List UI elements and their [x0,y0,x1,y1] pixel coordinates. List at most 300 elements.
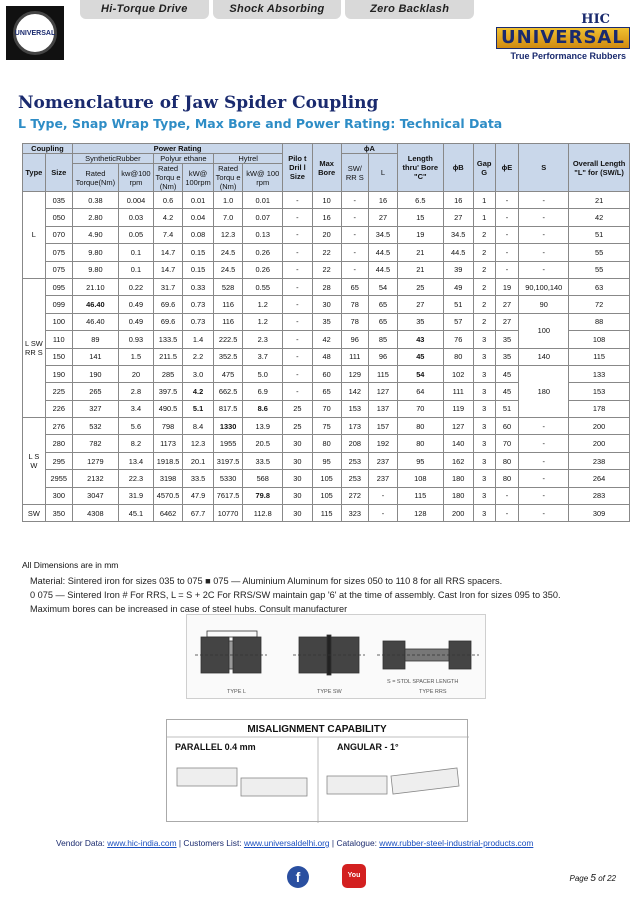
header-size: Size [45,154,72,192]
s-cell: - [519,487,569,504]
page-number [569,873,616,884]
header-sw-rrs: SW/ RR S [341,154,368,192]
table-cell: 0.73 [183,313,214,330]
s-cell: - [519,418,569,435]
table-cell: 2132 [72,470,118,487]
table-cell: - [495,505,519,522]
table-cell: 78 [341,296,368,313]
table-cell: - [341,226,368,243]
table-cell: 798 [153,418,182,435]
header-rated-torque: Rated Torque(Nm) [72,164,118,192]
type-cell: L S W [23,418,46,505]
table-cell: 31.7 [153,278,182,295]
table-cell: 108 [398,470,443,487]
table-cell: 1.0 [213,192,242,209]
table-cell: - [283,383,312,400]
table-cell: 192 [368,435,397,452]
table-cell: 65 [312,383,341,400]
header-power-rating: Power Rating [72,144,282,154]
table-cell: 10770 [213,505,242,522]
table-cell: 0.15 [183,244,214,261]
overall-length-cell: 88 [569,313,630,330]
table-cell: 528 [213,278,242,295]
table-cell: 14.7 [153,261,182,278]
table-cell: 253 [341,470,368,487]
table-cell: 0.73 [183,296,214,313]
overall-length-cell: 55 [569,261,630,278]
table-cell: 0.08 [183,226,214,243]
table-cell: 225 [45,383,72,400]
table-cell: - [495,261,519,278]
table-cell: - [283,209,312,226]
table-cell: 0.03 [118,209,153,226]
overall-length-cell: 153 [569,383,630,400]
table-cell: 67.7 [183,505,214,522]
table-cell: 30 [283,505,312,522]
table-cell: - [368,505,397,522]
table-row [23,209,630,226]
customers-label: Customers List: [183,838,242,848]
table-cell: 3 [473,487,495,504]
header-overall-length: Overall Length "L" for (SW/L) [569,144,630,192]
table-row [23,452,630,469]
s-cell: - [519,505,569,522]
material-note-2: 0 075 — Sintered Iron # For RRS, L = S + 2C For RRS/SW maintain gap '6' at the time of assembly. Cast Iron for sizes 095 to 350. [30,590,561,600]
table-cell: 42 [312,331,341,348]
table-cell: 54 [398,365,443,382]
table-cell: 57 [443,313,473,330]
table-cell: 24.5 [213,261,242,278]
overall-length-cell: 115 [569,348,630,365]
table-cell: 050 [45,209,72,226]
label-type-rrs: TYPE RRS [419,689,447,695]
table-cell: 0.04 [183,209,214,226]
table-cell: - [283,313,312,330]
table-cell: 3 [473,452,495,469]
table-cell: 1.2 [243,313,283,330]
overall-length-cell: 200 [569,418,630,435]
table-cell: 4570.5 [153,487,182,504]
table-cell: 3197.5 [213,452,242,469]
s-cell: - [519,261,569,278]
table-cell: 27 [495,313,519,330]
table-cell: 30 [283,435,312,452]
table-cell: 60 [312,365,341,382]
table-cell: 5330 [213,470,242,487]
table-cell: 3 [473,348,495,365]
brand-logo [496,12,626,61]
table-cell: - [341,261,368,278]
overall-length-cell: 42 [569,209,630,226]
table-cell: 272 [341,487,368,504]
table-cell: 150 [45,348,72,365]
brand-universal: UNIVERSAL [496,27,630,49]
table-cell: 237 [368,452,397,469]
table-row [23,192,630,209]
table-cell: 200 [443,505,473,522]
table-cell: 27 [398,296,443,313]
logo-ring: UNIVERSAL [13,11,57,55]
table-cell: 253 [341,452,368,469]
table-cell: 76 [443,331,473,348]
table-cell: 276 [45,418,72,435]
table-cell: 3 [473,331,495,348]
table-cell: 30 [283,470,312,487]
table-cell: 0.6 [153,192,182,209]
s-cell: 180 [519,365,569,417]
table-cell: 295 [45,452,72,469]
vendor-link[interactable]: www.hic-india.com [107,838,177,848]
tag-shock-absorbing: Shock Absorbing [213,0,342,19]
table-cell: 0.38 [72,192,118,209]
header-max-bore: Max Bore [312,144,341,192]
table-cell: 1.5 [118,348,153,365]
table-cell: 43 [398,331,443,348]
table-cell: 0.93 [118,331,153,348]
table-cell: 3047 [72,487,118,504]
table-cell: 153 [341,400,368,417]
misalignment-title: MISALIGNMENT CAPABILITY [247,724,387,735]
table-cell: 96 [368,348,397,365]
table-cell: 79.8 [243,487,283,504]
table-cell: 0.26 [243,261,283,278]
overall-length-cell: 133 [569,365,630,382]
table-cell: 44.5 [368,244,397,261]
spec-table [22,143,630,522]
misalignment-panel [166,719,468,822]
table-cell: 115 [312,505,341,522]
table-cell: 96 [341,331,368,348]
s-cell: - [519,244,569,261]
table-cell: 6.5 [398,192,443,209]
page-current: 5 [590,873,596,884]
table-cell: 662.5 [213,383,242,400]
table-cell: 2 [473,261,495,278]
page-subtitle: L Type, Snap Wrap Type, Max Bore and Power Rating: Technical Data [18,116,503,131]
table-cell: 2.80 [72,209,118,226]
facebook-icon[interactable]: f [287,866,309,888]
table-cell: - [283,278,312,295]
overall-length-cell: 21 [569,192,630,209]
table-cell: 2 [473,278,495,295]
table-row [23,313,630,330]
table-row [23,244,630,261]
table-row [23,261,630,278]
overall-length-cell: 178 [569,400,630,417]
youtube-icon[interactable]: You Tube [342,864,366,888]
misalignment-svg [167,720,469,823]
table-cell: 35 [398,313,443,330]
table-row [23,365,630,382]
table-cell: 2955 [45,470,72,487]
parallel-shafts-drawing [177,768,307,796]
footer-links: Vendor Data: www.hic-india.com | Customers List: www.universaldelhi.org | Catalogue: www.rubber-steel-industrial-products.com [56,838,534,848]
universal-seal-logo [6,6,64,60]
table-cell: 30 [283,452,312,469]
table-cell: 4.90 [72,226,118,243]
table-cell: 568 [243,470,283,487]
table-cell: 265 [72,383,118,400]
table-cell: 141 [72,348,118,365]
table-cell: 24.5 [213,244,242,261]
table-cell: - [283,365,312,382]
table-cell: - [341,192,368,209]
table-cell: 142 [341,383,368,400]
table-cell: 54 [368,278,397,295]
table-row [23,418,630,435]
table-cell: 34.5 [443,226,473,243]
table-cell: 2 [473,244,495,261]
overall-length-cell: 200 [569,435,630,452]
table-cell: 21.10 [72,278,118,295]
table-cell: 5.0 [243,365,283,382]
table-cell: 45 [398,348,443,365]
page-total: of 22 [598,874,616,883]
header-rated-torque-hytrel: Rated Torqu e (Nm) [213,164,242,192]
label-type-sw: TYPE SW [317,689,342,695]
coupling-type-drawings [186,614,486,699]
table-cell: 3 [473,400,495,417]
table-cell: 3 [473,470,495,487]
table-cell: - [341,244,368,261]
table-cell: 8.6 [243,400,283,417]
table-cell: 16 [312,209,341,226]
table-cell: 30 [283,487,312,504]
table-cell: 12.3 [213,226,242,243]
table-cell: 95 [312,452,341,469]
table-cell: 280 [45,435,72,452]
table-cell: 49 [443,278,473,295]
table-cell: 48 [312,348,341,365]
table-cell: 6462 [153,505,182,522]
table-cell: 69.6 [153,313,182,330]
overall-length-cell: 264 [569,470,630,487]
header-coupling: Coupling [23,144,73,154]
table-cell: 19 [398,226,443,243]
header-gap: Gap G [473,144,495,192]
dimensions-note: All Dimensions are in mm [22,560,119,570]
table-cell: - [495,244,519,261]
table-cell: 13.9 [243,418,283,435]
header-polyurethane: Polyur ethane [153,154,213,164]
overall-length-cell: 51 [569,226,630,243]
type-l-drawing [195,631,267,673]
table-cell: 1918.5 [153,452,182,469]
table-cell: 51 [443,296,473,313]
table-cell: 70 [495,435,519,452]
table-cell: 352.5 [213,348,242,365]
table-cell: 34.5 [368,226,397,243]
table-cell: 115 [368,365,397,382]
table-cell: 8.2 [118,435,153,452]
table-cell: 44.5 [368,261,397,278]
table-cell: 157 [368,418,397,435]
header-length-thru-bore: Length thru' Bore "C" [398,144,443,192]
table-cell: 397.5 [153,383,182,400]
label-spacer-note: S = STDL SPACER LENGTH [387,679,459,685]
header-rated-torque-pu: Rated Torqu e (Nm) [153,164,182,192]
table-cell: 14.7 [153,244,182,261]
table-cell: 190 [72,365,118,382]
table-cell: 70 [398,400,443,417]
table-cell: 31.9 [118,487,153,504]
table-cell: 20 [312,226,341,243]
table-cell: 27 [495,296,519,313]
table-cell: 9.80 [72,261,118,278]
table-cell: 817.5 [213,400,242,417]
table-cell: 127 [443,418,473,435]
table-cell: 128 [398,505,443,522]
table-cell: 782 [72,435,118,452]
table-cell: 237 [368,470,397,487]
material-note-3: Maximum bores can be increased in case of steel hubs. Consult manufacturer [30,604,348,614]
table-cell: 140 [443,435,473,452]
s-cell: 90,100,140 [519,278,569,295]
table-cell: 3.7 [243,348,283,365]
table-cell: 7.4 [153,226,182,243]
table-cell: 47.9 [183,487,214,504]
table-cell: 129 [341,365,368,382]
table-cell: 0.33 [183,278,214,295]
table-cell: 27 [443,209,473,226]
table-cell: 173 [341,418,368,435]
table-cell: 100 [45,313,72,330]
table-cell: 80 [312,435,341,452]
table-cell: 323 [341,505,368,522]
header-pilot-drill: Pilo t Dril l Size [283,144,312,192]
table-row [23,435,630,452]
table-cell: 1.2 [243,296,283,313]
table-cell: 180 [443,487,473,504]
table-cell: 0.13 [243,226,283,243]
overall-length-cell: 72 [569,296,630,313]
table-cell: 0.22 [118,278,153,295]
header-hytrel: Hytrel [213,154,282,164]
table-cell: 0.55 [243,278,283,295]
page-title: Nomenclature of Jaw Spider Coupling [18,93,379,113]
table-cell: 9.80 [72,244,118,261]
table-cell: 035 [45,192,72,209]
table-cell: 111 [443,383,473,400]
table-row [23,226,630,243]
table-cell: 30 [312,296,341,313]
table-cell: 4308 [72,505,118,522]
label-type-l: TYPE L [227,689,246,695]
table-row [23,487,630,504]
overall-length-cell: 238 [569,452,630,469]
table-cell: 110 [45,331,72,348]
table-cell: 3.0 [183,365,214,382]
table-cell: 21 [398,244,443,261]
table-cell: 3.4 [118,400,153,417]
table-cell: 44.5 [443,244,473,261]
material-note-1: Material: Sintered iron for sizes 035 to 075 ■ 075 — Aluminium Aluminum for sizes 050 to 110 8 for all RRS spacers. [30,576,503,586]
table-cell: 2 [473,313,495,330]
table-cell: 3 [473,505,495,522]
table-cell: - [283,348,312,365]
table-cell: 75 [312,418,341,435]
table-cell: 45 [495,365,519,382]
page-label: Page [569,874,589,883]
overall-length-cell: 108 [569,331,630,348]
table-cell: 2.3 [243,331,283,348]
header-kw100-pu: kW@ 100rpm [183,164,214,192]
table-cell: 3 [473,365,495,382]
table-cell: 65 [368,313,397,330]
table-cell: 1 [473,192,495,209]
angular-label: ANGULAR - 1° [337,742,399,752]
table-cell: 78 [341,313,368,330]
table-cell: 133.5 [153,331,182,348]
table-cell: 300 [45,487,72,504]
s-cell: - [519,452,569,469]
table-cell: 2.8 [118,383,153,400]
table-cell: - [495,226,519,243]
type-sw-drawing [293,635,365,675]
coupling-drawing-svg [187,615,487,700]
table-cell: 208 [341,435,368,452]
table-cell: 0.26 [243,244,283,261]
overall-length-cell: 309 [569,505,630,522]
customers-link[interactable]: www.universaldelhi.org [243,838,330,848]
table-cell: 19 [495,278,519,295]
table-cell: 64 [398,383,443,400]
table-cell: 116 [213,313,242,330]
table-cell: 35 [495,331,519,348]
table-cell: 115 [398,487,443,504]
table-cell: 65 [341,278,368,295]
type-rrs-drawing [377,641,479,669]
table-cell: 28 [312,278,341,295]
table-cell: - [283,226,312,243]
catalogue-link[interactable]: www.rubber-steel-industrial-products.com [379,838,534,848]
table-row [23,470,630,487]
table-row [23,505,630,522]
table-cell: 8.4 [183,418,214,435]
table-cell: 075 [45,244,72,261]
angular-shafts-drawing [327,768,459,794]
table-cell: 80 [495,470,519,487]
table-cell: 327 [72,400,118,417]
table-cell: 0.1 [118,261,153,278]
table-cell: 20.5 [243,435,283,452]
table-cell: - [495,487,519,504]
header-phi-b: ϕB [443,144,473,192]
table-cell: 190 [45,365,72,382]
feature-tags [80,0,478,19]
table-cell: - [283,331,312,348]
s-cell: - [519,435,569,452]
header-kw100: kw@100 rpm [118,164,153,192]
s-cell: 140 [519,348,569,365]
table-cell: 0.49 [118,296,153,313]
s-cell: - [519,470,569,487]
s-cell: 90 [519,296,569,313]
table-cell: - [283,261,312,278]
table-cell: 5.1 [183,400,214,417]
overall-length-cell: 283 [569,487,630,504]
table-cell: - [283,296,312,313]
table-cell: 70 [312,400,341,417]
table-cell: 33.5 [183,470,214,487]
table-cell: 490.5 [153,400,182,417]
table-cell: 1 [473,209,495,226]
table-cell: 80 [398,418,443,435]
table-cell: 22.3 [118,470,153,487]
table-cell: 0.004 [118,192,153,209]
s-cell: - [519,226,569,243]
table-cell: 13.4 [118,452,153,469]
